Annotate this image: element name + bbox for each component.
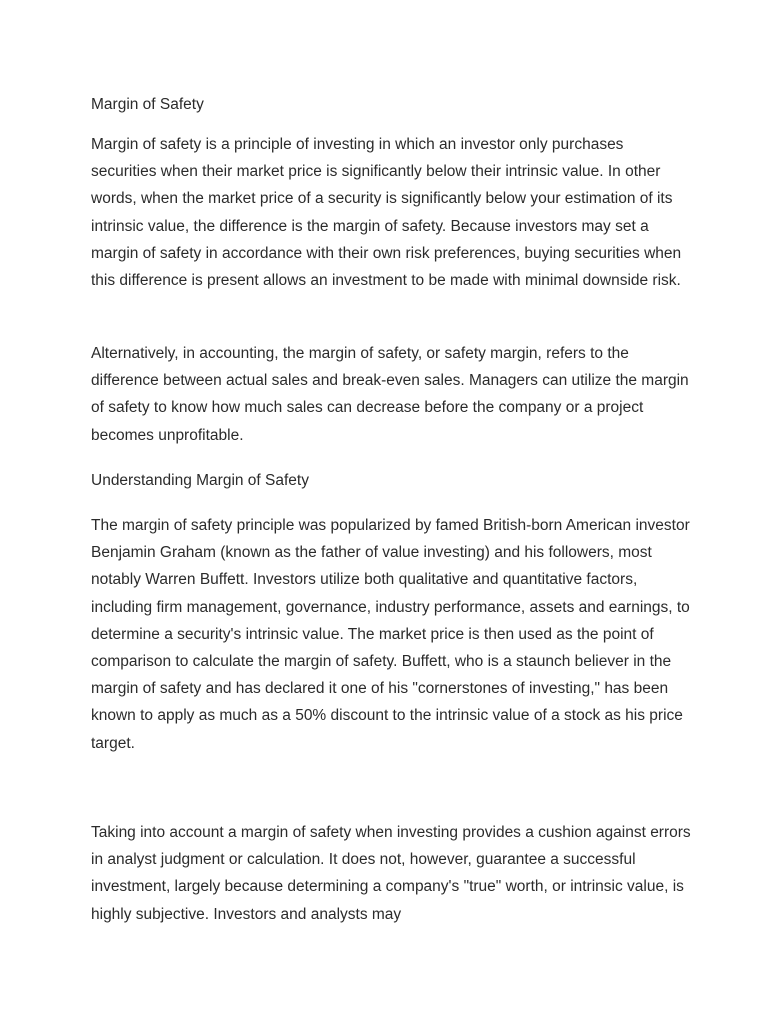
section-subheading: Understanding Margin of Safety (91, 472, 309, 489)
paragraph-definition: Margin of safety is a principle of investing in which an investor only purchases securities when their market price is significantly below their intrinsic value. In other words, when the market price of a security is significantly below your estimation of its intrinsic value, the difference is the margin of safety. Because investors may set a margin of safety in accordance with their own risk preferences, buying securities when this difference is present allows an investment to be made with minimal downside risk. (91, 136, 682, 290)
paragraph-cushion: Taking into account a margin of safety when investing provides a cushion against errors in analyst judgment or calculation. It does not, however, guarantee a successful investment, largely because determining a company's "true" worth, or intrinsic value, is highly subjective. Investors and analysts may (91, 824, 691, 923)
paragraph-graham-buffett: The margin of safety principle was popularized by famed British-born American investor Benjamin Graham (known as the father of value investing) and his followers, most notably Warren Buffett. Investors utilize both qualitative and quantitative factors, including firm management, governance, industry performance, assets and earnings, to determine a security's intrinsic value. The market price is then used as the point of comparison to calculate the margin of safety. Buffett, who is a staunch believer in the margin of safety and has declared it one of his "cornerstones of investing," has been known to apply as much as a 50% discount to the intrinsic value of a stock as his price target. (91, 517, 690, 752)
paragraph-accounting: Alternatively, in accounting, the margin of safety, or safety margin, refers to the difference between actual sales and break-even sales. Managers can utilize the margin of safety to know how much sales can decrease before the company or a project becomes unprofitable. (91, 345, 689, 444)
document-heading: Margin of Safety (91, 96, 204, 113)
